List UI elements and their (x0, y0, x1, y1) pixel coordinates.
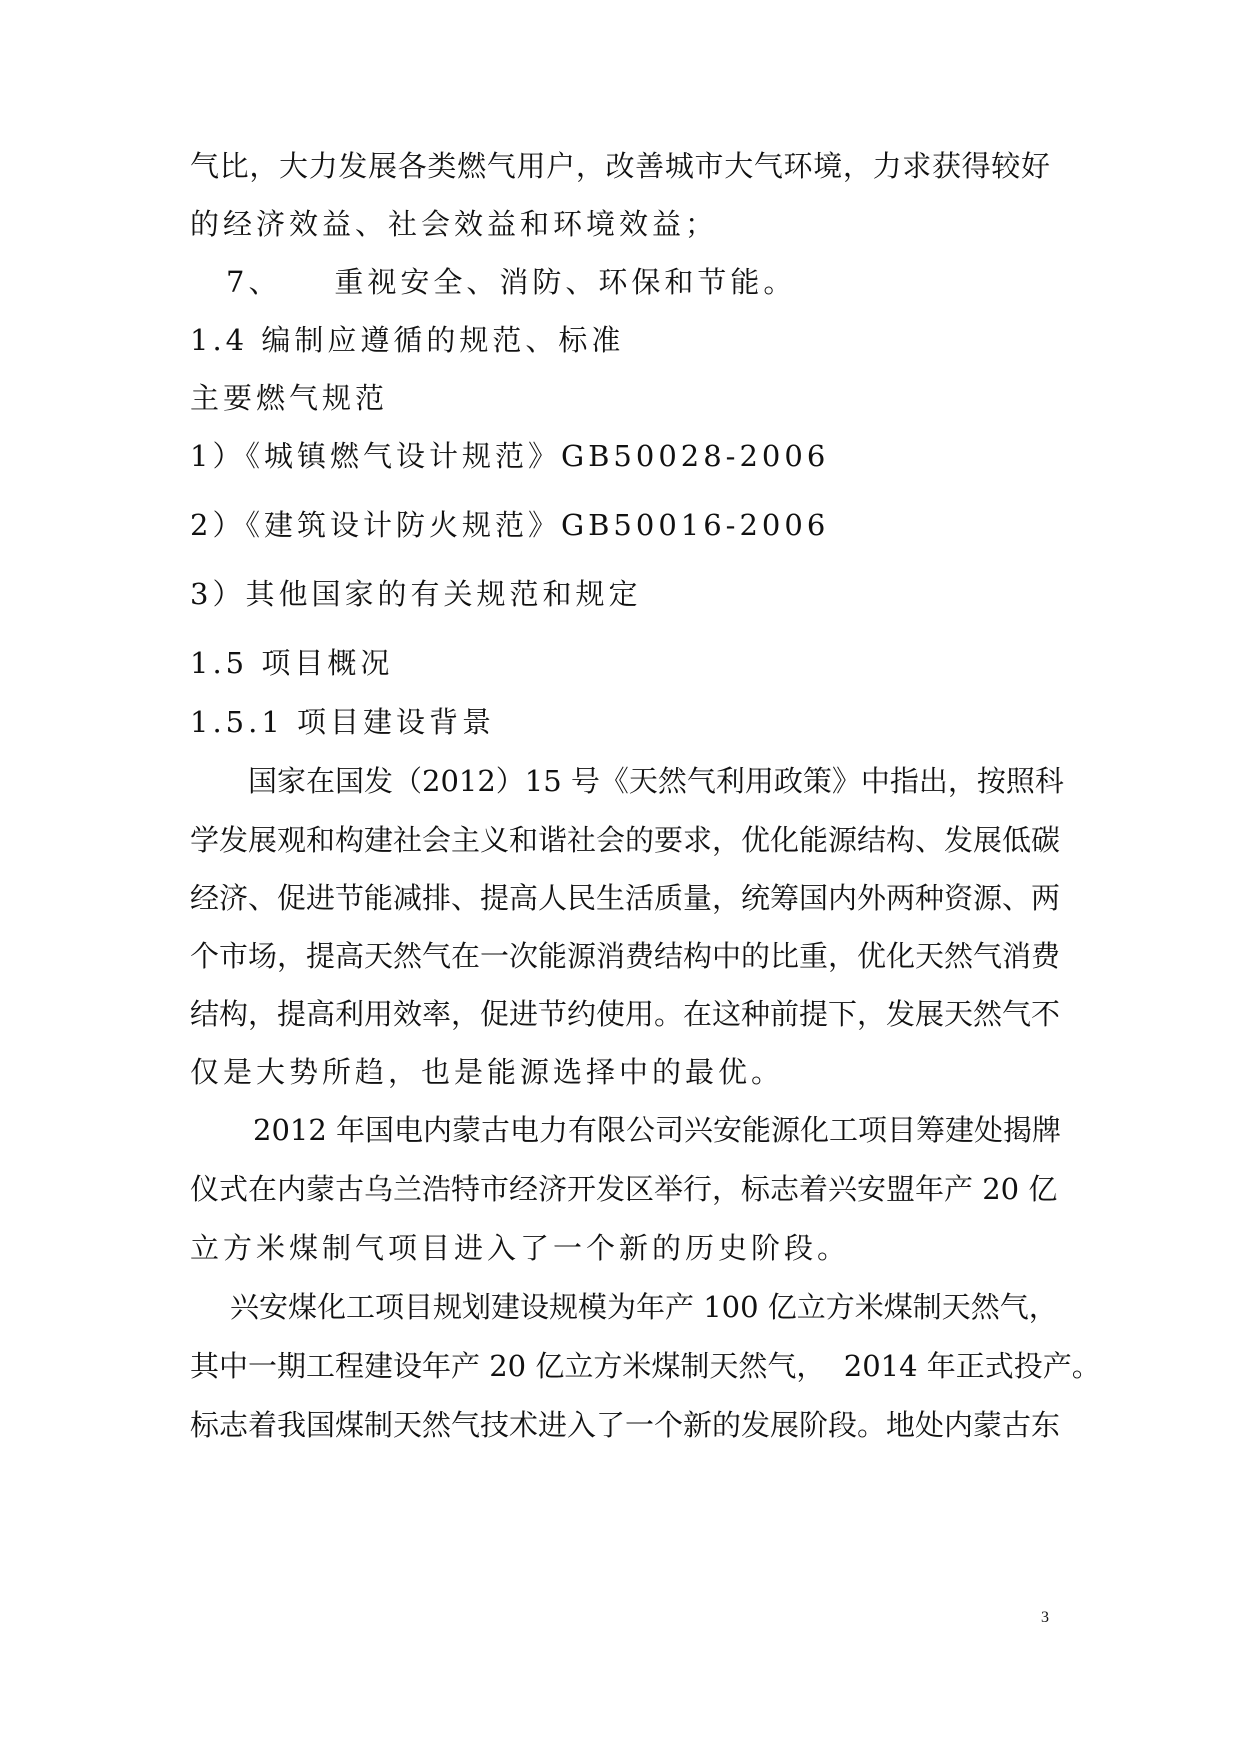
list-item: 7、 重视安全、消防、环保和节能。 (226, 265, 797, 299)
list-item: 3）其他国家的有关规范和规定 (190, 577, 642, 611)
paragraph-line: 2012 年国电内蒙古电力有限公司兴安能源化工项目筹建处揭牌 (253, 1113, 1062, 1147)
list-item: 2）《建筑设计防火规范》GB50016-2006 (190, 508, 830, 542)
paragraph-line: 立方米煤制气项目进入了一个新的历史阶段。 (190, 1231, 851, 1265)
section-heading: 1.4 编制应遵循的规范、标准 (190, 323, 625, 357)
text-line: 气比，大力发展各类燃气用户，改善城市大气环境，力求获得较好 (190, 149, 1050, 183)
text-line: 的经济效益、社会效益和环境效益； (190, 207, 719, 241)
paragraph-line: 仅是大势所趋，也是能源选择中的最优。 (190, 1055, 785, 1089)
paragraph-line: 兴安煤化工项目规划建设规模为年产 100 亿立方米煤制天然气， (230, 1290, 1058, 1324)
paragraph-line: 国家在国发（2012）15 号《天然气利用政策》中指出，按照科 (248, 764, 1064, 798)
paragraph-line: 学发展观和构建社会主义和谐社会的要求，优化能源结构、发展低碳 (190, 823, 1061, 857)
section-heading: 1.5 项目概况 (190, 646, 394, 680)
subsection-heading: 1.5.1 项目建设背景 (190, 705, 496, 739)
subheading: 主要燃气规范 (190, 381, 389, 415)
list-item: 1）《城镇燃气设计规范》GB50028-2006 (190, 439, 830, 473)
paragraph-line: 结构，提高利用效率，促进节约使用。在这种前提下，发展天然气不 (190, 997, 1061, 1031)
page-number: 3 (1041, 1609, 1049, 1626)
paragraph-line: 仪式在内蒙古乌兰浩特市经济开发区举行，标志着兴安盟年产 20 亿 (190, 1172, 1058, 1206)
paragraph-line: 个市场，提高天然气在一次能源消费结构中的比重，优化天然气消费 (190, 939, 1061, 973)
paragraph-line: 标志着我国煤制天然气技术进入了一个新的发展阶段。地处内蒙古东 (190, 1408, 1061, 1442)
paragraph-line: 经济、促进节能减排、提高人民生活质量，统筹国内外两种资源、两 (190, 881, 1061, 915)
paragraph-line: 其中一期工程建设年产 20 亿立方米煤制天然气， 2014 年正式投产。 (190, 1349, 1101, 1383)
